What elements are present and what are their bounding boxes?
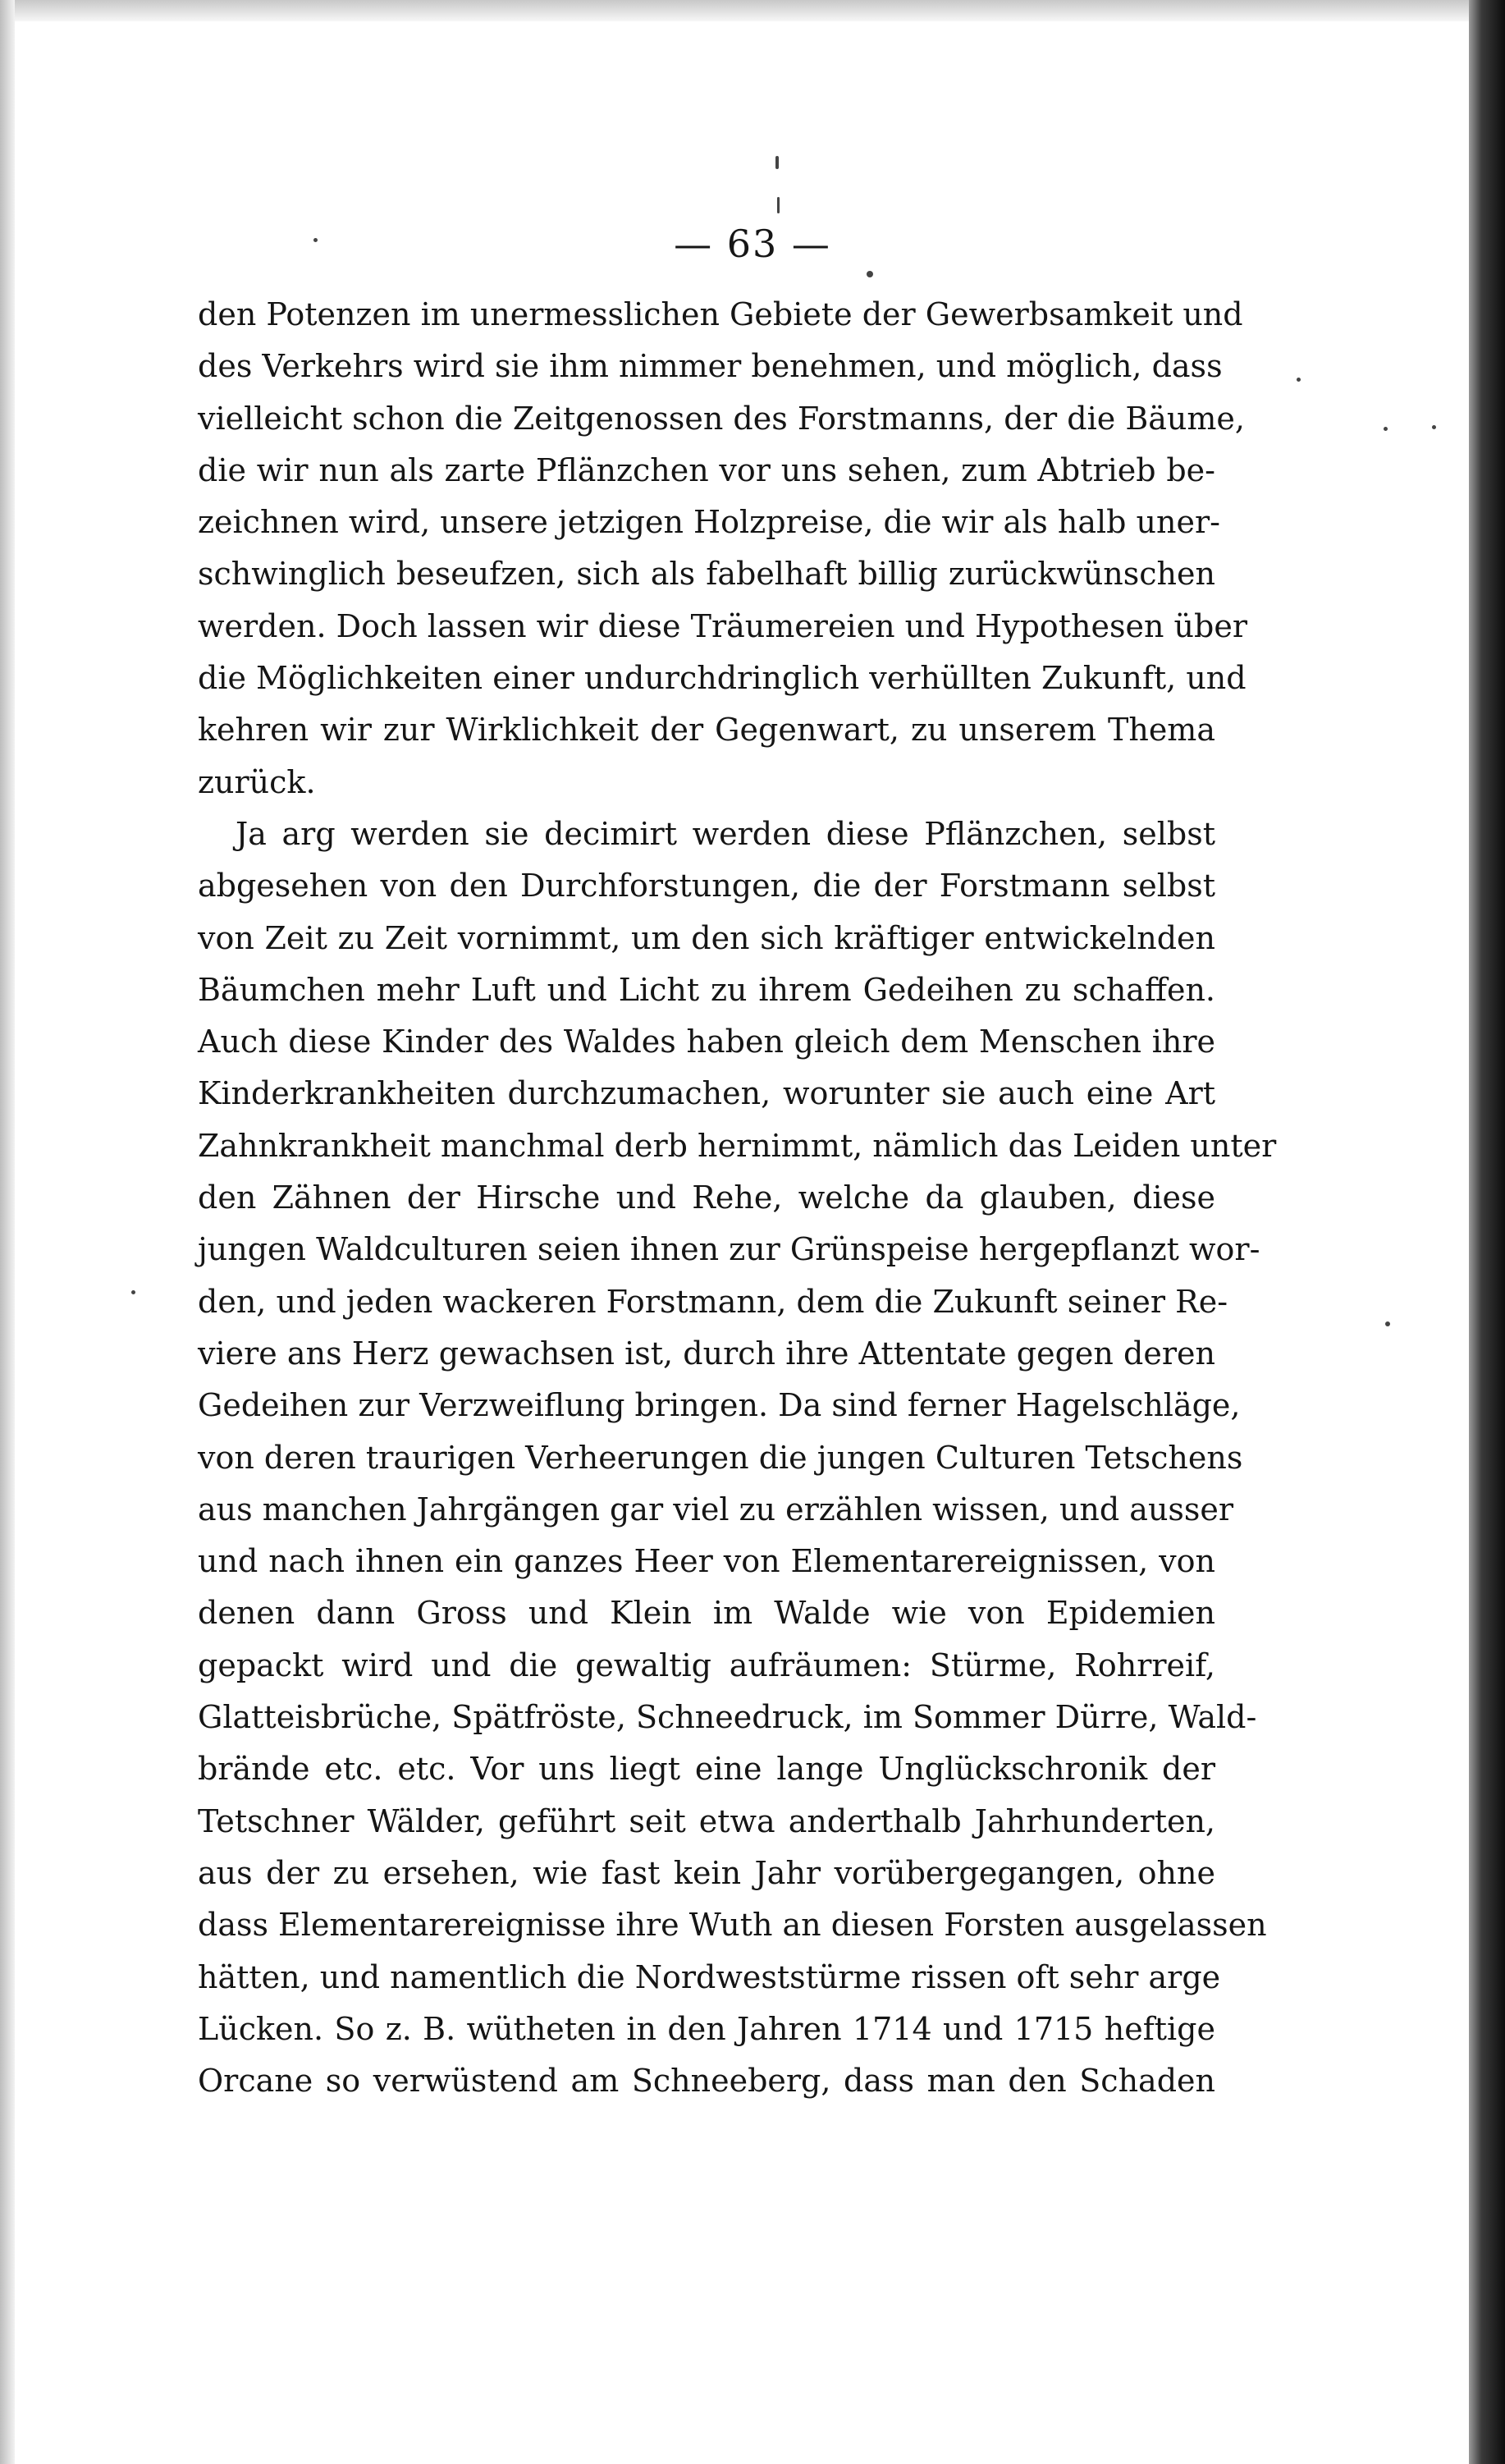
text-line: Glatteisbrüche, Spätfröste, Schneedruck, im Sommer Dürre, Wald- bbox=[198, 1699, 1257, 1736]
text-line: schwinglich beseufzen, sich als fabelhaft billig zurückwünschen bbox=[198, 556, 1215, 593]
text-line: Tetschner Wälder, geführt seit etwa anderthalb Jahrhunderten, bbox=[198, 1802, 1215, 1839]
scan-speck bbox=[131, 1290, 135, 1294]
text-line: denen dann Gross und Klein im Walde wie von Epidemien bbox=[198, 1595, 1215, 1632]
text-line: abgesehen von den Durchforstungen, die der Forstmann selbst bbox=[198, 868, 1215, 905]
text-line: vielleicht schon die Zeitgenossen des Forstmanns, der die Bäume, bbox=[198, 400, 1245, 437]
text-line: von deren traurigen Verheerungen die jungen Culturen Tetschens bbox=[198, 1439, 1243, 1476]
scan-speck bbox=[777, 197, 780, 213]
text-line: Orcane so verwüstend am Schneeberg, dass man den Schaden bbox=[198, 2063, 1215, 2100]
text-line: Zahnkrankheit manchmal derb hernimmt, nämlich das Leiden unter bbox=[198, 1127, 1277, 1164]
text-line: Kinderkrankheiten durchzumachen, worunter sie auch eine Art bbox=[198, 1075, 1215, 1112]
text-line: Bäumchen mehr Luft und Licht zu ihrem Gedeihen zu schaffen. bbox=[198, 971, 1215, 1008]
text-line: gepackt wird und die gewaltig aufräumen: Stürme, Rohrreif, bbox=[198, 1646, 1215, 1683]
scan-speck bbox=[1297, 378, 1301, 382]
text-line: kehren wir zur Wirklichkeit der Gegenwart, zu unserem Thema bbox=[198, 712, 1215, 749]
scan-border-top bbox=[0, 0, 1505, 21]
scan-speck bbox=[775, 156, 779, 169]
scan-speck bbox=[867, 271, 873, 277]
text-line: aus manchen Jahrgängen gar viel zu erzählen wissen, und ausser bbox=[198, 1491, 1234, 1527]
text-line: die Möglichkeiten einer undurchdringlich verhüllten Zukunft, und bbox=[198, 660, 1247, 697]
text-line: von Zeit zu Zeit vornimmt, um den sich kräftiger entwickelnden bbox=[198, 919, 1215, 956]
text-line: und nach ihnen ein ganzes Heer von Elementarereignissen, von bbox=[198, 1543, 1215, 1580]
text-line: den Zähnen der Hirsche und Rehe, welche da glauben, diese bbox=[198, 1179, 1215, 1216]
text-line: hätten, und namentlich die Nordweststürme rissen oft sehr arge bbox=[198, 1958, 1221, 1995]
text-line: dass Elementarereignisse ihre Wuth an diesen Forsten ausgelassen bbox=[198, 1907, 1267, 1944]
text-line: des Verkehrs wird sie ihm nimmer benehmen, und möglich, dass bbox=[198, 348, 1223, 385]
scan-border-right bbox=[1469, 0, 1505, 2464]
text-line: viere ans Herz gewachsen ist, durch ihre Attentate gegen deren bbox=[198, 1335, 1215, 1372]
text-line: jungen Waldculturen seien ihnen zur Grünspeise hergepflanzt wor- bbox=[198, 1231, 1260, 1268]
text-line: den, und jeden wackeren Forstmann, dem die Zukunft seiner Re- bbox=[198, 1283, 1228, 1320]
text-line: den Potenzen im unermesslichen Gebiete der Gewerbsamkeit und bbox=[198, 296, 1243, 332]
scan-speck bbox=[1432, 425, 1436, 429]
text-line: aus der zu ersehen, wie fast kein Jahr vorübergegangen, ohne bbox=[198, 1854, 1215, 1891]
page-number: — 63 — bbox=[674, 222, 831, 266]
text-line: zeichnen wird, unsere jetzigen Holzpreise, die wir als halb uner- bbox=[198, 504, 1220, 541]
scan-speck bbox=[1384, 427, 1388, 431]
text-line: Gedeihen zur Verzweiflung bringen. Da sind ferner Hagelschläge, bbox=[198, 1387, 1241, 1424]
text-line: werden. Doch lassen wir diese Träumereien und Hypothesen über bbox=[198, 607, 1248, 644]
text-line: brände etc. etc. Vor uns liegt eine lange Unglückschronik der bbox=[198, 1751, 1215, 1788]
scan-speck bbox=[1385, 1321, 1390, 1326]
text-line: Auch diese Kinder des Waldes haben gleich dem Menschen ihre bbox=[198, 1024, 1215, 1060]
text-line: Ja arg werden sie decimirt werden diese Pflänzchen, selbst bbox=[236, 815, 1215, 852]
text-line: die wir nun als zarte Pflänzchen vor uns sehen, zum Abtrieb be- bbox=[198, 451, 1215, 488]
text-line: Lücken. So z. B. wütheten in den Jahren 1714 und 1715 heftige bbox=[198, 2010, 1215, 2047]
body-text bbox=[198, 289, 1277, 2107]
scan-border-left bbox=[0, 0, 15, 2464]
text-line: zurück. bbox=[198, 763, 316, 800]
